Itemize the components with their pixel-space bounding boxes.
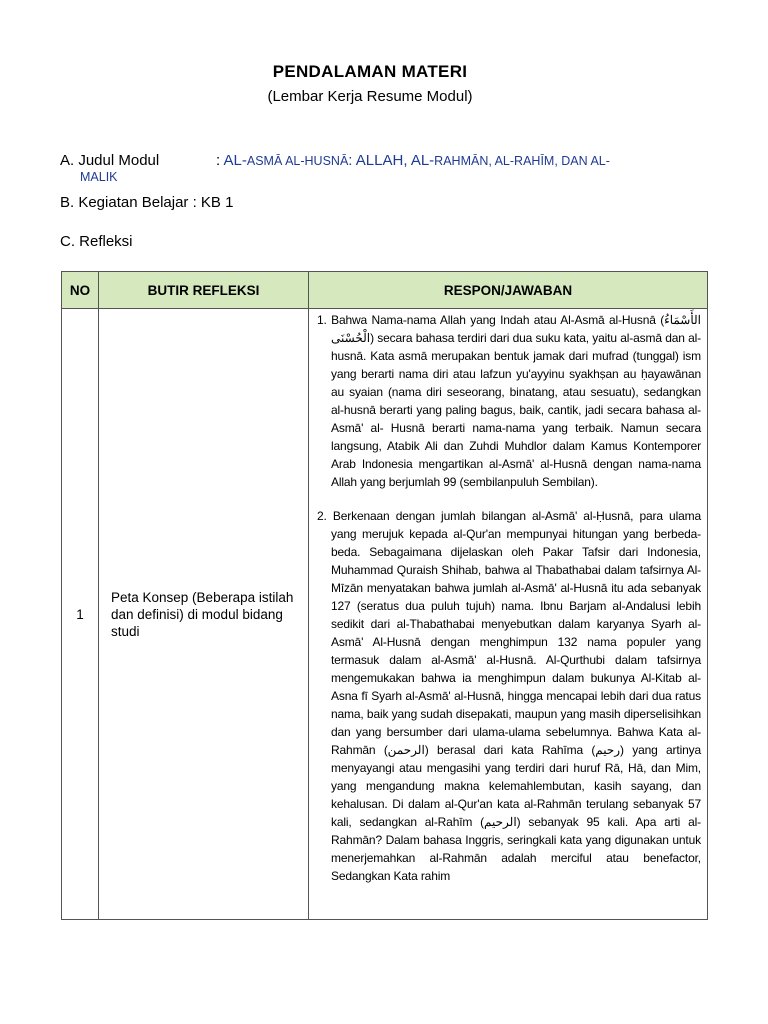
- judul-part-2: ASMĀ AL-HUSNĀ: [246, 154, 349, 168]
- respon-point-1: 1. Bahwa Nama-nama Allah yang Indah atau Al-Asmā al-Husnā (الأَسْمَاءُ الْحُسْنَى) secara bahasa terdiri dari dua suku kata, yaitu al-asmā dan al-husnā. Kata asmā merupakan bentuk jamak dari mufrad (tunggal) ism yang berarti nama diri atau lafzun yu'ayyinu syakhṣan au ḥayawānan au syaian (nama diri seseorang, binatang, atau sesuatu), sedangkan al-husnā berarti yang paling bagus, baik, cantik, jadi secara bahasa al-Asmā' al- Husnā berarti nama-nama yang terbaik. Namun secara langsung, Atabik Ali dan Zuhdi Muhdlor dalam Kamus Kontemporer Arab Indonesia mengartikan al-Asmā' al-Husnā dengan nama-nama Allah yang berjumlah 99 (sembilanpuluh Sembilan).: [317, 313, 701, 489]
- judul-part-1: AL-: [223, 152, 247, 169]
- row-respon: [309, 309, 708, 920]
- judul-part-4: RAHMĀN, AL-RAHĪM, DAN AL-: [434, 154, 610, 168]
- page-subtitle: (Lembar Kerja Resume Modul): [267, 88, 473, 105]
- table-row: [62, 309, 708, 920]
- kegiatan-belajar: B. Kegiatan Belajar : KB 1: [60, 194, 234, 211]
- row-butir: Peta Konsep (Beberapa istilah dan definisi) di modul bidang studi: [99, 309, 309, 920]
- refleksi-table: [61, 271, 708, 920]
- page-title: PENDALAMAN MATERI: [272, 62, 468, 81]
- judul-modul-value: [224, 152, 610, 169]
- judul-modul-value-cont: MALIK: [80, 170, 118, 184]
- table-header-row: [62, 272, 708, 309]
- header-butir: BUTIR REFLEKSI: [99, 272, 309, 309]
- respon-point-2: 2. Berkenaan dengan jumlah bilangan al-Asmā' al-Ḥusnā, para ulama yang merujuk kepada al-Qur'an mempunyai hitungan yang berbeda-beda. Sebagaimana dijelaskan oleh Pakar Tafsir dari Indonesia, Muhammad Quraish Shihab, bahwa al Thabathabai dalam tafsirnya Al- Mīzān menyatakan bahwa jumlah al-Asmā' al-Husnā itu ada sebanyak 127 (seratus dua puluh tujuh) nama. Ibnu Barjam al-Andalusi lebih sedikit dari al-Thabathabai menyebutkan dalam karyanya Syarh al-Asmā' Al-Husnā dengan menghimpun 132 nama populer yang termasuk dalam al-Asmā' al-Husnā. Al-Qurthubi dalam tafsirnya mengemukakan bahwa ia menghimpun dalam bukunya Al-Kitab al-Asna fī Syarh al-Asmā' al-Husnā, hingga mencapai lebih dari dua ratus nama, baik yang sudah disepakati, maupun yang masih diperselisihkan dan yang bersumber dari ulama-ulama sebelumnya. Bahwa Kata al-Rahmān (الرحمن) berasal dari kata Rahīma (رحيم) yang artinya menyayangi atau mengasihi yang terdiri dari huruf Rā, Hā, dan Mim, yang mengandung makna kelemahlembutan, kasih sayang, dan kehalusan. Di dalam al-Qur'an kata al-Rahmān terulang sebanyak 57 kali, sedangkan al-Rahīm (الرحيم) sebanyak 95 kali. Apa arti al-Rahmān? Dalam bahasa Inggris, seringkali kata yang digunakan untuk menerjemahkan al-Rahmān adalah merciful atau benefactor, Sedangkan Kata rahim: [317, 509, 701, 883]
- row-no: 1: [62, 309, 99, 920]
- header-respon: RESPON/JAWABAN: [309, 272, 708, 309]
- judul-modul-colon: :: [216, 152, 221, 169]
- header-no: NO: [62, 272, 99, 309]
- refleksi-heading: C. Refleksi: [60, 233, 133, 250]
- judul-modul-row: [60, 152, 610, 169]
- judul-modul-label: A. Judul Modul: [60, 152, 160, 169]
- judul-part-3: : ALLAH, AL-: [348, 152, 435, 169]
